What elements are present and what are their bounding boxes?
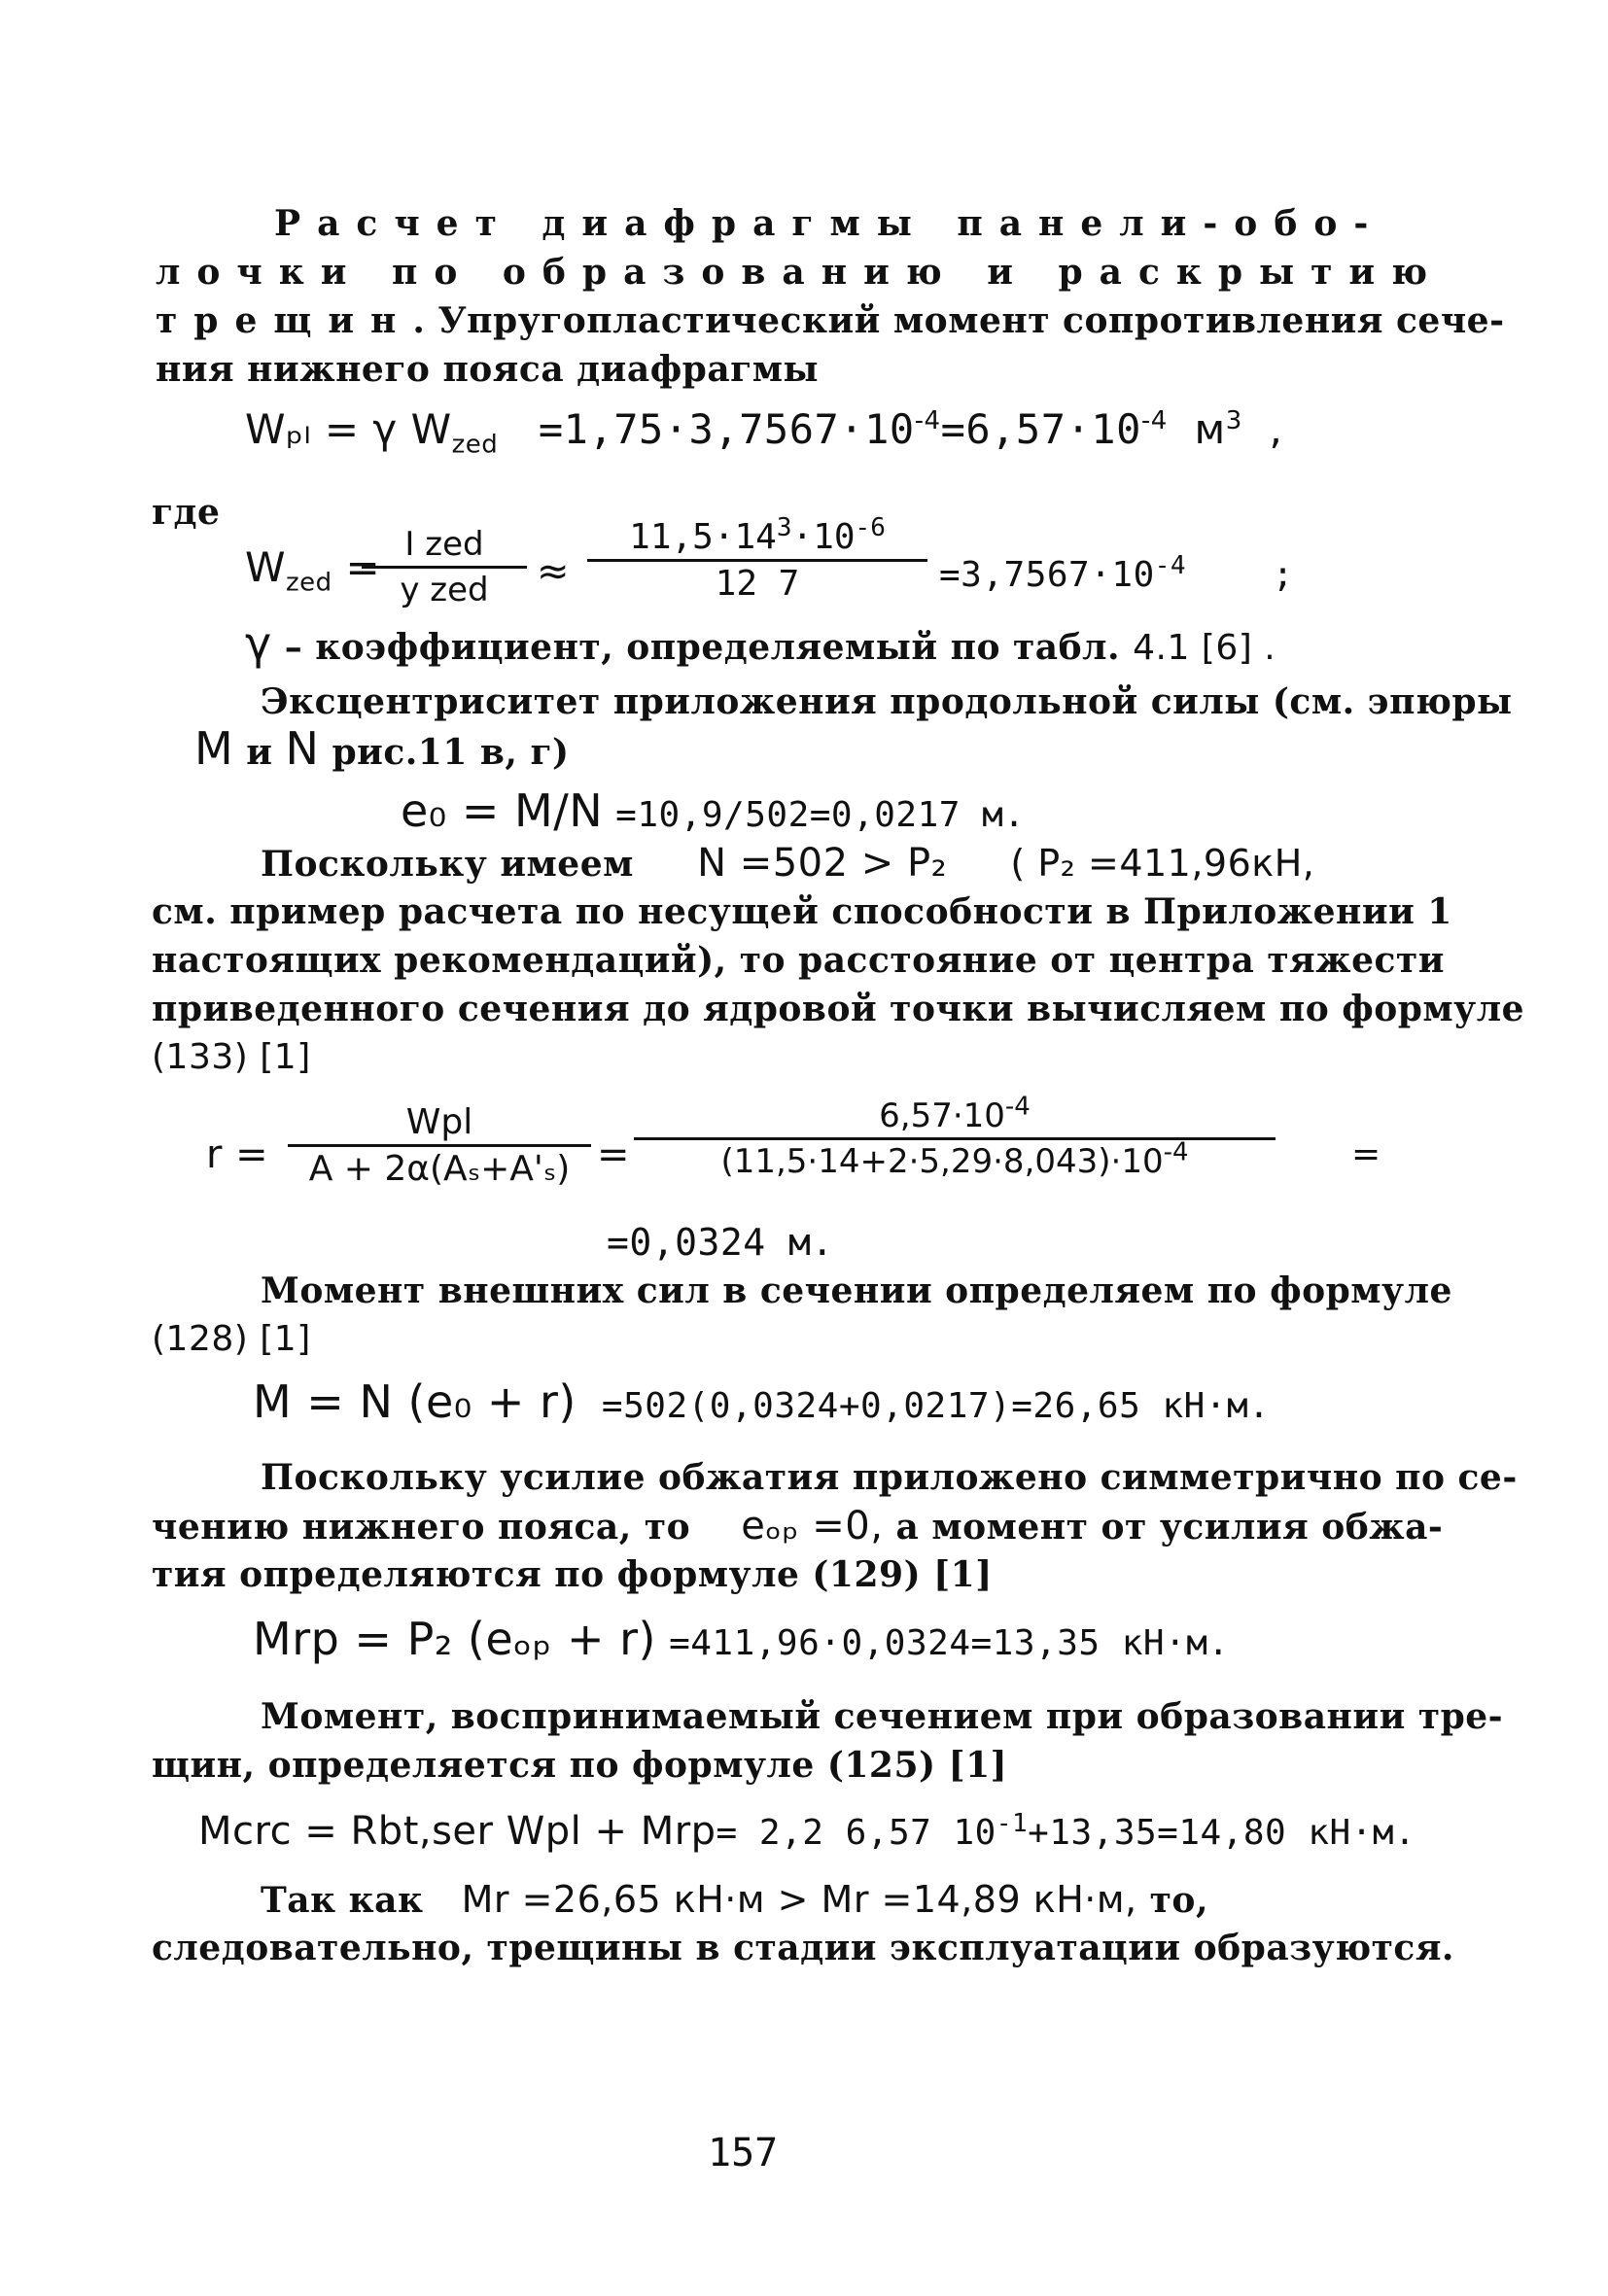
- formula-wred-frac2-num: [587, 513, 927, 557]
- formula-e0-value: =10,9/502=0,0217 м.: [615, 795, 1026, 835]
- formula-mrp-lhs: Mrp = P₂ (eₒₚ + r): [253, 1613, 657, 1665]
- para-moment1-line-1: Момент внешних сил в сечении определяем по формуле: [261, 1270, 1452, 1311]
- gamma-symbol: γ: [245, 617, 272, 670]
- formula-wred-fraction-1: [362, 525, 527, 609]
- para-compress-line-2: [152, 1505, 1443, 1548]
- conclusion-line-2: следовательно, трещины в стадии эксплуатации образуются.: [152, 1928, 1454, 1968]
- formula-wred-frac2-num-exp: 3: [776, 513, 792, 542]
- formula-e0-lhs: e₀ = M/N: [401, 784, 604, 837]
- formula-r-tail: =: [1351, 1134, 1381, 1174]
- ecc-line-1: Эксцентриситет приложения продольной силы (см. эпюры: [261, 681, 1513, 722]
- formula-wred-result-base: =3,7567·10: [939, 555, 1155, 595]
- para-moment1-line-2: (128) [1]: [152, 1319, 311, 1359]
- formula-m: [253, 1375, 1271, 1428]
- formula-r-fraction-1: [288, 1102, 591, 1189]
- formula-wred-lhs-letter: W: [245, 543, 287, 591]
- para-compress-math: eₒₚ =0,: [741, 1504, 884, 1548]
- formula-wred-result: [939, 551, 1294, 597]
- formula-mrp-value: =411,96·0,0324=13,35 кН·м.: [669, 1623, 1230, 1663]
- formula-r-frac2-num-exp: -4: [1004, 1092, 1031, 1122]
- formula-wpl-unit-exp: 3: [1225, 406, 1242, 435]
- para-since-line-3: настоящих рекомендаций), то расстояние от центра тяжести: [152, 940, 1445, 981]
- heading-spaced-word: трещин: [156, 300, 413, 341]
- formula-wpl-rhs-exp: -4: [914, 406, 941, 435]
- formula-wpl-lhs: Wₚₗ = γ W: [245, 405, 452, 453]
- formula-wred-frac1-den: y zed: [400, 571, 489, 609]
- ecc-line-2: [194, 722, 570, 775]
- formula-mcrc-lhs: Mcrc = Rbt,ser Wpl + Mrp: [198, 1809, 717, 1854]
- gamma-line: [245, 617, 1276, 670]
- ecc-and: и: [233, 732, 286, 773]
- para-compress-line-3: тия определяются по формуле (129) [1]: [152, 1554, 993, 1595]
- formula-wred-frac2-num-tail: ·10: [791, 517, 856, 557]
- formula-r-frac2-den: [634, 1137, 1276, 1181]
- para-compress-text-a: чению нижнего пояса, то: [152, 1507, 691, 1548]
- conclusion-line-1: [261, 1878, 1208, 1922]
- fraction-bar: [362, 566, 527, 569]
- formula-wpl-rhs: =1,75·3,7567·10: [538, 405, 915, 453]
- formula-wred-frac2-num-base: 11,5·14: [629, 517, 777, 557]
- formula-mcrc: [198, 1810, 1416, 1855]
- formula-mcrc-value-exp: -1: [996, 1809, 1029, 1838]
- para-since-math: N =502 > P₂: [697, 841, 948, 886]
- formula-wred-frac2-num-tail-exp: -6: [855, 513, 886, 542]
- formula-mcrc-value: [716, 1809, 1416, 1853]
- para-since-line-2: см. пример расчета по несущей способности в Приложении 1: [152, 891, 1452, 932]
- formula-r-frac2-den-base: (11,5·14+2·5,29·8,043)·10: [720, 1142, 1164, 1181]
- para-since-line-5: (133) [1]: [152, 1037, 311, 1077]
- conclusion-text-a: Так как: [261, 1880, 424, 1921]
- heading-line-3: [156, 299, 1505, 342]
- para-compress-text-b: а момент от усилия обжа-: [895, 1507, 1444, 1548]
- para-since-line-1: [261, 842, 1314, 886]
- formula-r-result: =0,0324 м.: [607, 1221, 834, 1264]
- conclusion-math: Mr =26,65 кН·м > Mr =14,89 кН·м,: [461, 1878, 1137, 1921]
- formula-wpl-unit: м: [1194, 405, 1226, 453]
- heading-line-4: ния нижнего пояса диафрагмы: [156, 349, 820, 390]
- formula-mcrc-value-tail: +13,35=14,80 кН·м.: [1028, 1813, 1416, 1853]
- where-word: где: [152, 492, 221, 533]
- formula-wpl: [245, 405, 1283, 460]
- ecc-rest: рис.11 в, г): [319, 732, 570, 773]
- formula-r-frac2-num-base: 6,57·10: [879, 1096, 1005, 1135]
- formula-wpl-rhs2-exp: -4: [1140, 406, 1168, 435]
- formula-m-lhs: M = N (e₀ + r): [253, 1375, 577, 1428]
- heading-line-1: Расчет диафрагмы панели-обо-: [274, 203, 1385, 244]
- gamma-text: – коэффициент, определяемый по табл.: [271, 627, 1134, 668]
- para-since-text-a: Поскольку имеем: [261, 844, 634, 885]
- heading-line-2: лочки по образованию и раскрытию: [156, 252, 1445, 293]
- formula-r-frac2-den-exp: -4: [1163, 1137, 1189, 1167]
- formula-wred-frac2-den: 12 7: [715, 564, 800, 604]
- formula-r-lhs: r =: [206, 1132, 269, 1177]
- formula-wpl-lhs-sub: zed: [451, 430, 499, 460]
- ecc-n-symbol: N: [285, 722, 320, 775]
- formula-r-frac2-num: [634, 1092, 1276, 1135]
- formula-r-frac1-den: A + 2α(Aₛ+A'ₛ): [308, 1149, 571, 1189]
- formula-r-frac1-num: Wpl: [405, 1102, 473, 1142]
- formula-wpl-tail: ,: [1269, 405, 1283, 453]
- para-moment2-line-1: Момент, воспринимаемый сечением при образовании тре-: [261, 1696, 1504, 1737]
- formula-wred-fraction-2: [587, 513, 927, 604]
- para-since-text-b: ( P₂ =411,96кН,: [1010, 842, 1315, 885]
- formula-wred-lhs: $W_{zed}$ =: [245, 543, 381, 598]
- para-compress-line-1: Поскольку усилие обжатия приложено симметрично по се-: [261, 1457, 1518, 1498]
- para-since-line-4: приведенного сечения до ядровой точки вычисляем по формуле: [152, 989, 1524, 1029]
- page-number: 157: [708, 2131, 779, 2175]
- formula-wred-tail: ;: [1272, 555, 1294, 595]
- para-moment2-line-2: щин, определяется по формуле (125) [1]: [152, 1745, 1008, 1786]
- formula-e0: [401, 784, 1026, 837]
- formula-wred-frac1-num: I zed: [404, 525, 484, 564]
- ecc-m-symbol: M: [194, 722, 234, 775]
- formula-wred-lhs-sub: zed: [286, 568, 332, 598]
- formula-wred-approx: ≈: [537, 549, 571, 594]
- formula-mrp: [253, 1613, 1230, 1665]
- formula-r-eq: =: [597, 1132, 631, 1177]
- gamma-ref: 4.1 [6] .: [1133, 628, 1276, 668]
- conclusion-text-b: то,: [1136, 1880, 1208, 1921]
- fraction-bar: [587, 559, 927, 562]
- formula-mcrc-value-base: = 2,2 6,57 10: [716, 1813, 996, 1853]
- fraction-bar: [288, 1144, 591, 1147]
- formula-r-fraction-2: [634, 1092, 1276, 1181]
- heading-line-3-text: . Упругопластический момент сопротивления сече-: [412, 300, 1505, 341]
- formula-m-value: =502(0,0324+0,0217)=26,65 кН·м.: [601, 1386, 1271, 1426]
- formula-wpl-rhs2: =6,57·10: [940, 405, 1141, 453]
- formula-wred-result-exp: -4: [1154, 551, 1187, 580]
